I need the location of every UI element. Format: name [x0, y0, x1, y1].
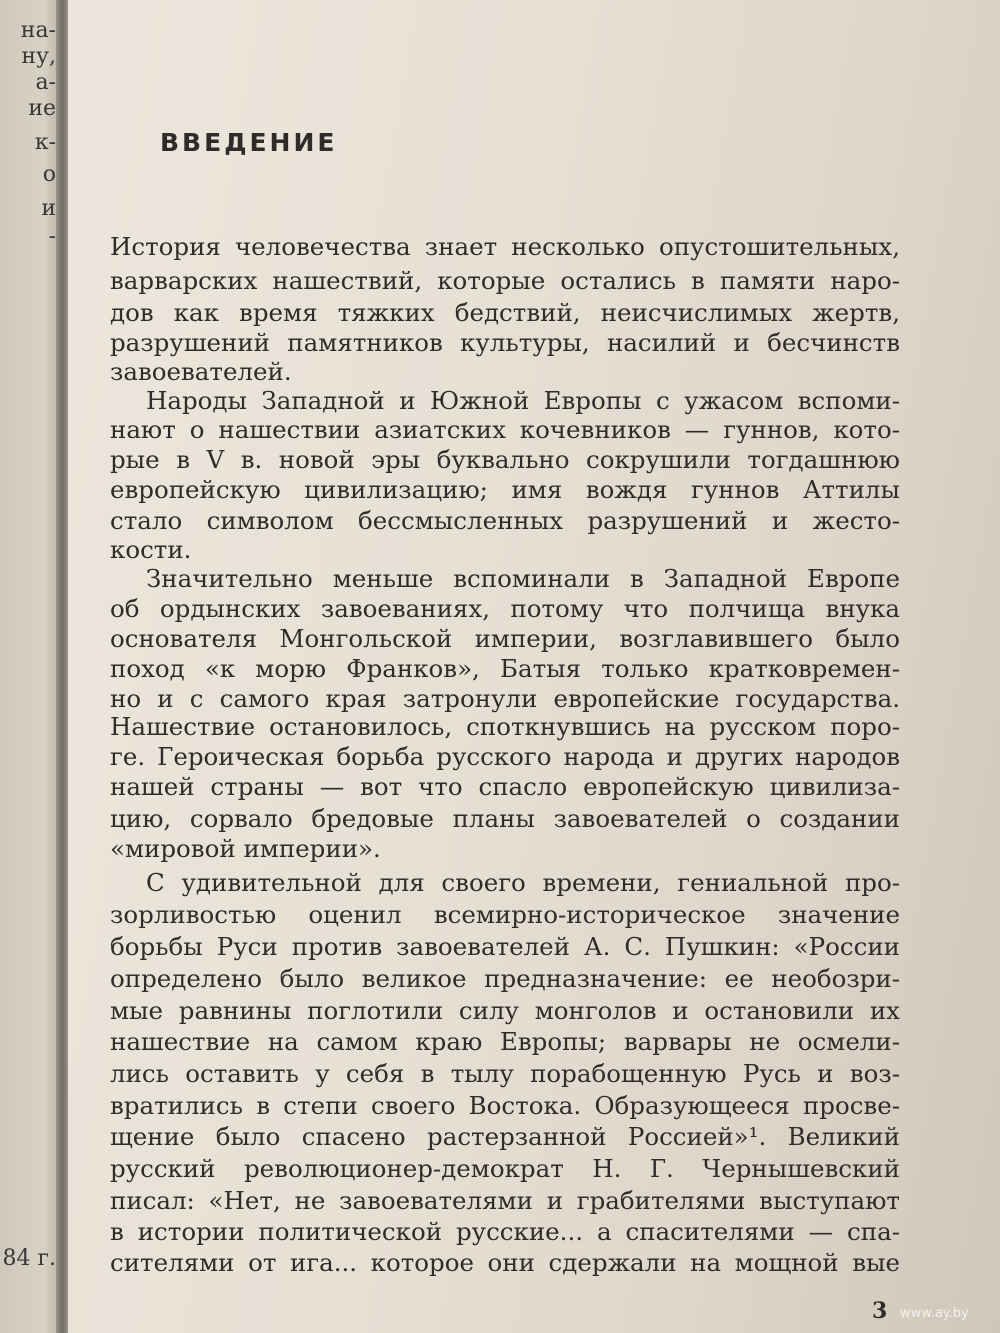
text-line: рые в V в. новой эры буквально сокрушили тогдашнюю [110, 445, 900, 474]
text-line: завоевателей. [110, 357, 292, 386]
text-line: ге. Героическая борьба русского народа и других народов [110, 742, 900, 771]
text-line: но и с самого края затронули европейские государства. [110, 684, 900, 713]
left-page-fragment: а- [35, 70, 56, 95]
text-line: вратились в степи своего Востока. Образующееся просве- [110, 1091, 900, 1120]
left-page-fragment: ие [28, 96, 56, 121]
text-line: нашествие на самом краю Европы; варвары не осмели- [110, 1027, 900, 1056]
text-line: лись оставить у себя в тылу порабощенную Русь и воз- [110, 1059, 900, 1088]
text-line: С удивительной для своего времени, гениальной про- [146, 868, 900, 897]
text-line: разрушений памятников культуры, насилий и бесчинств [110, 328, 900, 357]
left-page-fragment: к- [34, 130, 56, 155]
left-page-fragment: на- [20, 18, 56, 43]
text-line: Нашествие остановилось, споткнувшись на русском поро- [110, 712, 900, 741]
left-page-fragment: и [41, 196, 56, 221]
text-line: определено было великое предназначение: ее необозри- [110, 964, 900, 993]
chapter-heading: ВВЕДЕНИЕ [160, 128, 338, 157]
left-page [0, 0, 62, 1333]
left-page-fragment: 84 г. [2, 1246, 56, 1271]
text-line: зорливостью оценил всемирно-историческое значение [110, 900, 900, 929]
text-line: борьбы Руси против завоевателей А. С. Пушкин: «России [110, 932, 900, 961]
left-page-fragment: ну, [21, 44, 56, 69]
text-line: нашей страны — вот что спасло европейскую цивилиза- [110, 772, 900, 801]
text-line: стало символом бессмысленных разрушений и жесто- [110, 506, 900, 535]
text-line: дов как время тяжких бедствий, неисчислимых жертв, [110, 298, 900, 327]
left-page-fragment: о [42, 162, 56, 187]
text-line: европейскую цивилизацию; имя вождя гуннов Аттилы [110, 475, 900, 504]
watermark: www.ay.by [900, 1306, 969, 1321]
text-line: варварских нашествий, которые остались в памяти наро- [110, 266, 900, 295]
text-line: «мировой империи». [110, 834, 381, 863]
text-line: сителями от ига... которое они сдержали на мощной вые [110, 1248, 900, 1277]
text-line: щение было спасено растерзанной Россией»¹. Великий [110, 1122, 900, 1151]
left-page-fragment: - [48, 224, 56, 249]
text-line: русский революционер-демократ Н. Г. Чернышевский [110, 1154, 900, 1183]
text-line: цию, сорвало бредовые планы завоевателей о создании [110, 804, 900, 833]
page-number: 3 [872, 1298, 888, 1324]
text-line: Народы Западной и Южной Европы с ужасом вспоми- [146, 386, 900, 415]
text-line: кости. [110, 535, 192, 564]
text-line: мые равнины поглотили силу монголов и остановили их [110, 996, 900, 1025]
text-line: Значительно меньше вспоминали в Западной Европе [146, 564, 900, 593]
text-line: поход «к морю Франков», Батыя только кратковремен- [110, 654, 900, 683]
text-line: основателя Монгольской империи, возглавившего было [110, 624, 900, 653]
text-line: нают о нашествии азиатских кочевников — гуннов, кото- [110, 415, 900, 444]
text-line: в истории политической русские... а спасителями — спа- [110, 1217, 900, 1246]
text-line: об ордынских завоеваниях, потому что полчища внука [110, 594, 900, 623]
text-line: История человечества знает несколько опустошительных, [110, 232, 900, 261]
text-line: писал: «Нет, не завоевателями и грабителями выступают [110, 1186, 900, 1215]
